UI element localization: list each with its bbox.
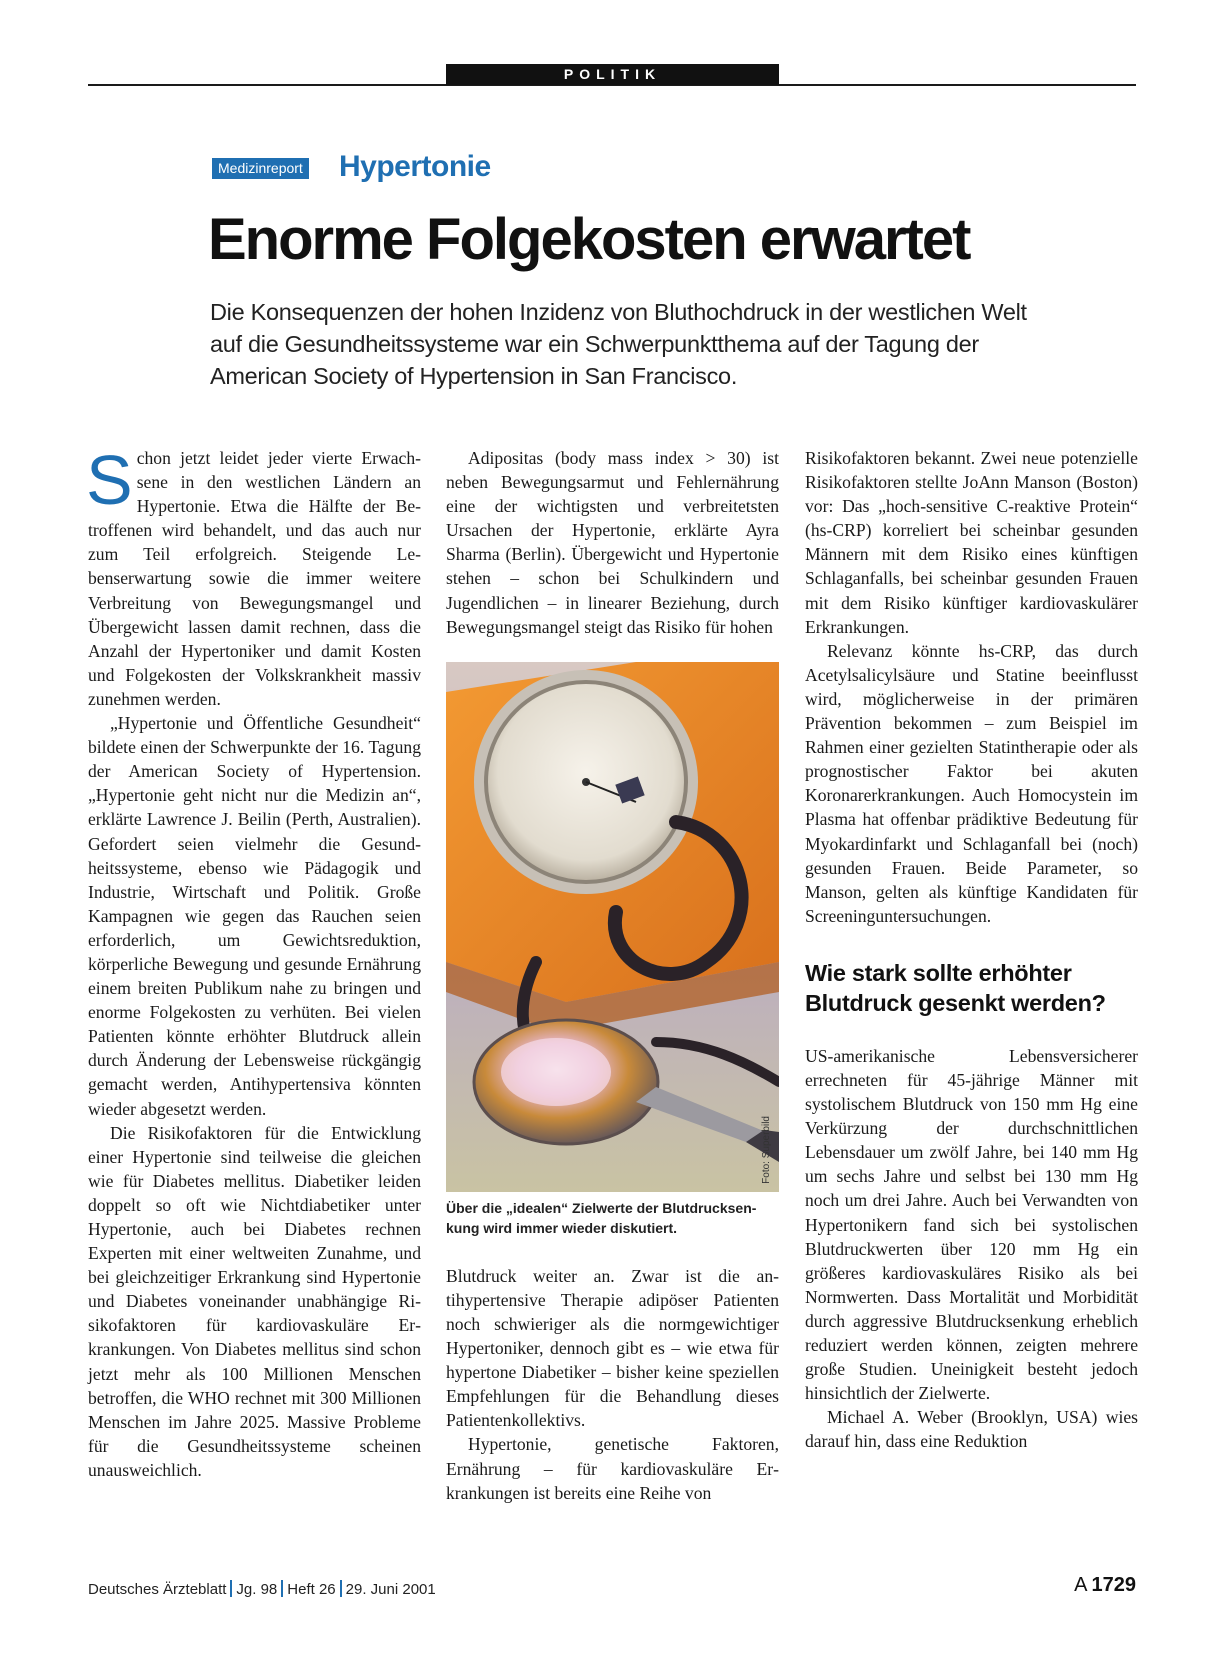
article-lead: Die Konsequenzen der hohen Inzidenz von Bluthochdruck in der westlichen Welt auf die Gesundheitssysteme war ein Schwerpunktthema auf der Tagung der American Society of Hypertension in San Francisco.	[210, 299, 1027, 389]
paragraph: Die Risikofaktoren für die Entwicklung einer Hypertonie sind teilweise die gleichen wie für Diabetes mellitus. Diabetiker leiden doppelt so oft wie Nichtdiabetiker unter Hypertonie, auch bei Diabetes rechnen Experten mit einer weltweiten Zunahme, und bei gleichzeitiger Erkrankung sind Hypertonie und Diabetes voneinander unabhängige Risikofaktoren für kardiovaskuläre Erkrankungen. Von Diabetes mellitus sind schon jetzt mehr als 100 Millionen Menschen betroffen, die WHO rechnet mit 300 Millionen Menschen im Jahre 2025. Massive Probleme für die Gesundheitssysteme scheinen unausweichlich.	[88, 1122, 421, 1480]
paragraph: Adipositas (body mass index > 30) ist neben Bewegungsarmut und Fehlernährung eine der wichtigsten und verbreitetsten Ursachen der Hypertonie, erklärte Ayra Sharma (Berlin). Übergewicht und Hypertonie stehen – schon bei Schulkindern und Jugendlichen – in linearer Beziehung, durch Bewegungsmangel steigt das Risiko für hohen	[446, 448, 779, 637]
photo-illustration	[446, 662, 779, 1192]
paragraph: Relevanz könnte hs-CRP, das durch Acetylsalicylsäure und Statine beeinflusst wird, möglicherweise in der primären Prävention bekommen – zum Beispiel im Rahmen einer gezielten Statintherapie oder als prognostischer Faktor bei akuten Koronarerkrankungen. Auch Homocystein im Plasma hat offenbar prädiktive Bedeutung für Myokardinfarkt und Schlaganfall bei (noch) gesunden Frauen. Beide Parameter, so Manson, gelten als künftige Kandidaten für Screeninguntersuchungen.	[805, 640, 1138, 926]
photo-caption: Über die „idealen“ Zielwerte der Blutdrucksenkung wird immer wieder diskutiert.	[446, 1199, 757, 1236]
text-column-1	[86, 441, 421, 1482]
page-prefix: A	[1074, 1574, 1088, 1596]
paragraph: US-amerikanische Lebensversicherer errechneten für 45-jährige Männer mit systolischem Blutdruck von 150 mm Hg eine Verkürzung der durchschnittlichen Lebensdauer um zwölf Jahre, bei 140 mm Hg um sechs Jahre und selbst bei 130 mm Hg noch um drei Jahre. Auch bei Verwandten von Hypertonikern fand sich bei systolischen Blutdruckwerten über 120 mm Hg ein größeres kardiovaskuläres Risiko als bei Normwerten. Dass Mortalität und Morbidität durch aggressive Blutdrucksenkung erheblich reduziert werden können, zeigten mehrere große Studien. Uneinigkeit besteht jedoch hinsichtlich der Zielwerte.	[805, 1045, 1138, 1404]
paragraph: Risikofaktoren bekannt. Zwei neue potenzielle Risikofaktoren stellte JoAnn Manson (Boston) vor: Das „hoch-sensitive C-reaktive Protein“ (hs-CRP) korreliert bei scheinbar gesunden Männern mit dem Risiko eines künftigen Schlaganfalls, bei scheinbar gesunden Frauen mit dem Risiko künftiger kardiovaskulärer Erkrankungen.	[805, 448, 1138, 637]
article-headline: Enorme Folgekosten erwartet	[208, 207, 970, 272]
photo-blood-pressure-gauge	[446, 662, 779, 1192]
section-subheading: Wie stark sollte erhöhter Blutdruck gesenkt werden?	[805, 959, 1106, 1016]
text-column-3	[805, 446, 1138, 1453]
journal-volume: Jg. 98	[236, 1581, 278, 1598]
section-label: POLITIK	[446, 64, 779, 85]
paragraph	[86, 441, 421, 711]
paragraph: Michael A. Weber (Brooklyn, USA) wies darauf hin, dass eine Reduktion	[805, 1407, 1138, 1452]
drop-cap: S	[86, 441, 133, 519]
paragraph-text: chon jetzt leidet jeder vierte Erwachsene in den westlichen Ländern an Hypertonie. Etwa die Hälfte der Betroffenen wird behandelt, und das auch nur zum Teil erfolgreich. Steigende Lebenserwartung sowie die immer weitere Verbreitung von Bewegungsmangel und Übergewicht lassen damit rechnen, dass die Anzahl der Hypertoniker und damit Kosten und Folgekosten der Volkskrankheit massiv zunehmen werden.	[88, 448, 421, 709]
paragraph: Hypertonie, genetische Faktoren, Ernährung – für kardiovaskuläre Erkrankungen ist bereits eine Reihe von	[446, 1434, 779, 1503]
topic-label: Hypertonie	[339, 150, 491, 183]
paragraph: Blutdruck weiter an. Zwar ist die antihypertensive Therapie adipöser Patienten noch schwieriger als die normgewichtiger Hypertoniker, dennoch gibt es – wie etwa für hypertone Diabetiker – bisher keine speziellen Empfehlungen für die Behandlung dieses Patientenkollektivs.	[446, 1265, 779, 1431]
footer-separator	[230, 1580, 232, 1597]
rubric-badge: Medizinreport	[212, 158, 309, 179]
footer-separator	[281, 1580, 283, 1597]
photo-credit: Foto: Superbild	[760, 1115, 772, 1184]
journal-name: Deutsches Ärzteblatt	[88, 1581, 227, 1598]
paragraph: „Hypertonie und Öffentliche Gesundheit“ bildete einen der Schwerpunkte der 16. Tagung der American Society of Hypertension. „Hypertonie geht nicht nur die Medizin an“, erklärte Lawrence J. Beilin (Perth, Australien). Gefordert seien vielmehr die Gesundheitssysteme, ebenso wie Pädagogik und Industrie, Wirtschaft und Politik. Große Kampagnen wie gegen das Rauchen seien erforderlich, um Gewichtsreduktion, körperliche Bewegung und gesunde Ernährung einem breiten Publikum nahe zu bringen und enorme Folgekosten zu verhüten. Bei vielen Patienten könnte erhöhter Blutdruck allein durch Änderung der Lebensweise rückgängig gemacht werden, Antihypertensiva könnten wieder abgesetzt werden.	[88, 713, 421, 1119]
page-number-value: 1729	[1091, 1574, 1136, 1596]
footer-separator	[340, 1580, 342, 1597]
journal-issue: Heft 26	[287, 1581, 336, 1598]
text-column-2	[446, 446, 779, 1505]
issue-date: 29. Juni 2001	[345, 1581, 436, 1598]
page-footer	[88, 1580, 436, 1598]
page-number	[1074, 1574, 1136, 1597]
